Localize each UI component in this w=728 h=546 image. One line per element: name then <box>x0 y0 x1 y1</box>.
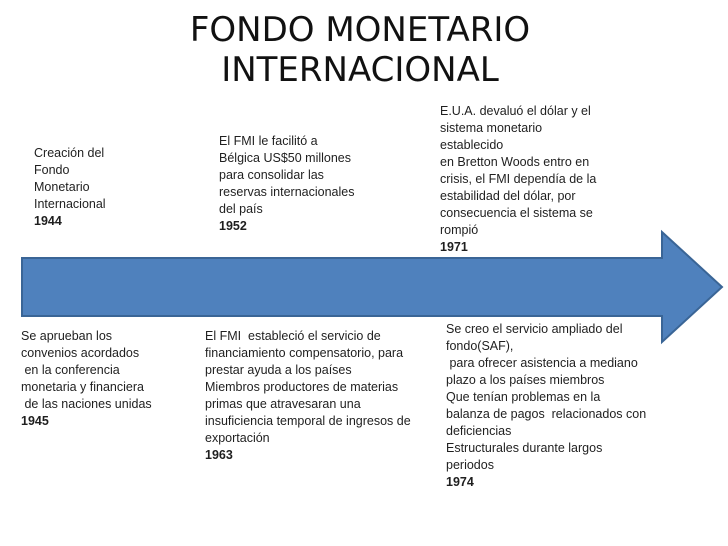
event-1974-year: 1974 <box>446 475 474 489</box>
event-1974-line: Estructurales durante largos <box>446 441 603 455</box>
event-1944-line: Monetario <box>34 180 90 194</box>
event-1944-line: Internacional <box>34 197 106 211</box>
event-1952-line: Bélgica US$50 millones <box>219 151 352 165</box>
event-1971-line: en Bretton Woods entro en <box>440 155 590 169</box>
event-1971-line: establecido <box>440 138 504 152</box>
event-1971-line: crisis, el FMI dependía de la <box>440 172 597 186</box>
event-1974-line: para ofrecer asistencia a mediano <box>446 356 638 370</box>
event-1963-line: insuficiencia temporal de ingresos de <box>205 414 411 428</box>
event-1952-line: para consolidar las <box>219 168 324 182</box>
event-1945-line: de las naciones unidas <box>21 397 152 411</box>
event-1952-line: del país <box>219 202 263 216</box>
event-1963-line: Miembros productores de materias <box>205 380 399 394</box>
event-1945 <box>21 328 152 430</box>
event-1945-line: monetaria y financiera <box>21 380 144 394</box>
event-1952-year: 1952 <box>219 219 247 233</box>
event-1944-line: Creación del <box>34 146 105 160</box>
event-1971-line: E.U.A. devaluó el dólar y el <box>440 104 591 118</box>
event-1974-line: Se creo el servicio ampliado del <box>446 322 623 336</box>
event-1944 <box>34 145 106 230</box>
event-1971-line: consecuencia el sistema se <box>440 206 593 220</box>
event-1974-line: plazo a los países miembros <box>446 373 605 387</box>
event-1945-line: convenios acordados <box>21 346 140 360</box>
title-line-2: INTERNACIONAL <box>221 50 499 90</box>
title-line-1: FONDO MONETARIO <box>189 10 531 50</box>
event-1974-line: Que tenían problemas en la <box>446 390 601 404</box>
event-1963-line: financiamiento compensatorio, para <box>205 346 404 360</box>
event-1945-year: 1945 <box>21 414 49 428</box>
event-1944-year: 1944 <box>34 214 62 228</box>
event-1963-year: 1963 <box>205 448 233 462</box>
event-1974-line: balanza de pagos relacionados con <box>446 407 647 421</box>
event-1963-line: exportación <box>205 431 270 445</box>
event-1971-year: 1971 <box>440 240 468 254</box>
event-1944-line: Fondo <box>34 163 70 177</box>
event-1974-line: fondo(SAF), <box>446 339 514 353</box>
event-1952 <box>219 133 355 235</box>
event-1974-line: deficiencias <box>446 424 512 438</box>
event-1974-line: periodos <box>446 458 494 472</box>
event-1952-line: reservas internacionales <box>219 185 355 199</box>
event-1974 <box>446 321 646 491</box>
event-1971-line: estabilidad del dólar, por <box>440 189 576 203</box>
event-1963-line: prestar ayuda a los países <box>205 363 352 377</box>
event-1952-line: El FMI le facilitó a <box>219 134 318 148</box>
event-1963 <box>205 328 411 464</box>
event-1945-line: en la conferencia <box>21 363 120 377</box>
event-1963-line: primas que atravesaran una <box>205 397 361 411</box>
event-1971 <box>440 103 596 256</box>
event-1945-line: Se aprueban los <box>21 329 113 343</box>
event-1971-line: sistema monetario <box>440 121 543 135</box>
event-1971-line: rompió <box>440 223 479 237</box>
event-1963-line: El FMI estableció el servicio de <box>205 329 381 343</box>
